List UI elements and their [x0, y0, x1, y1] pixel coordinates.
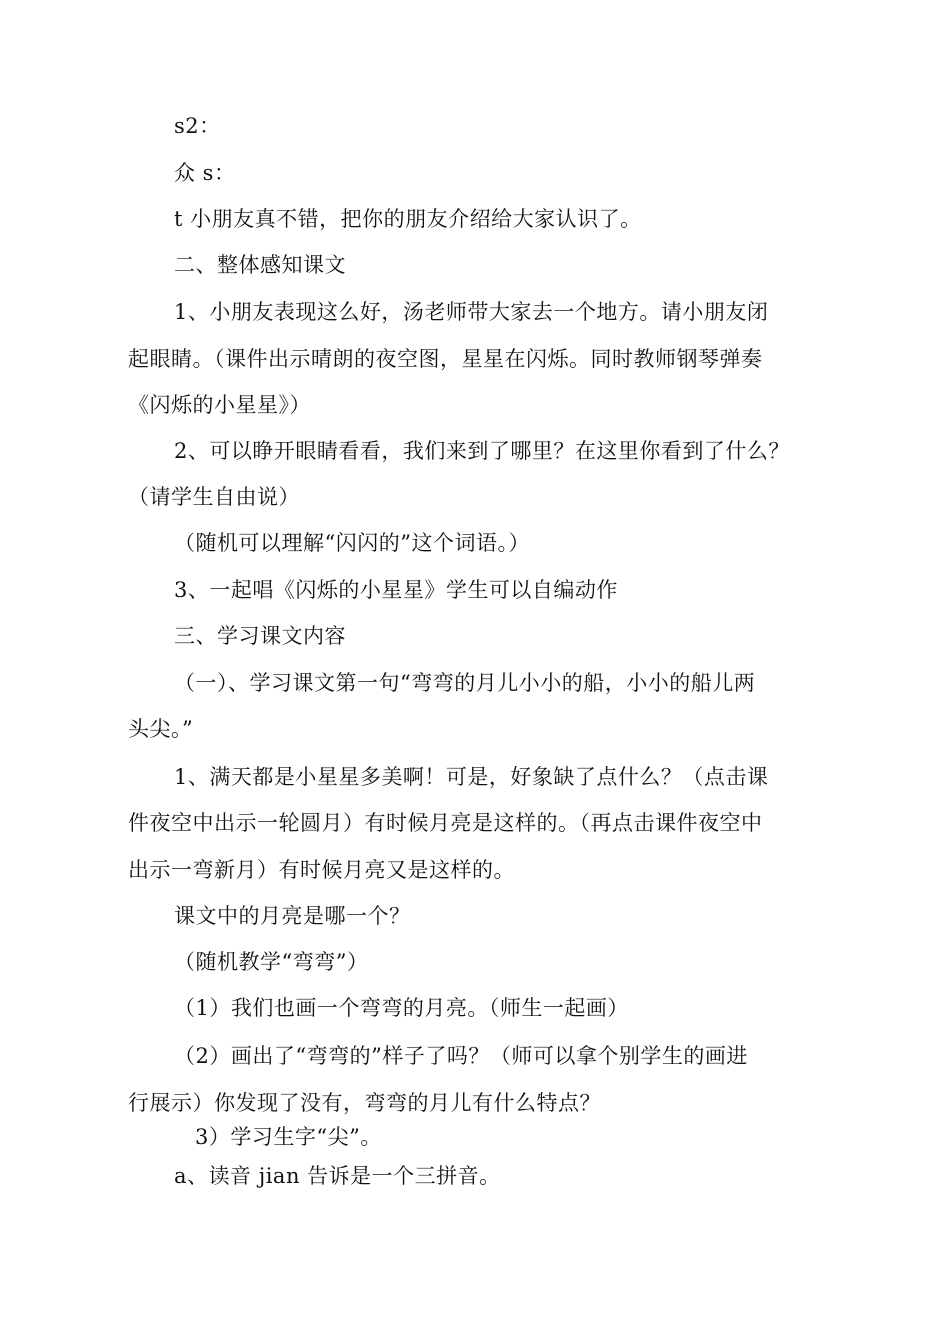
section-heading: 三、学习课文内容 — [174, 624, 346, 648]
text-line: 3、一起唱《闪烁的小星星》学生可以自编动作 — [174, 578, 618, 602]
text-line: （随机教学“弯弯”） — [174, 950, 369, 974]
text-line: 1、满天都是小星星多美啊！可是，好象缺了点什么？（点击课 — [174, 765, 769, 789]
text-line: 2、可以睁开眼睛看看，我们来到了哪里？在这里你看到了什么？ — [174, 439, 790, 463]
text-line: 头尖。” — [128, 717, 194, 741]
section-heading: 二、整体感知课文 — [174, 253, 346, 277]
text-line: 起眼睛。（课件出示晴朗的夜空图，星星在闪烁。同时教师钢琴弹奏 — [128, 347, 763, 371]
text-line: t 小朋友真不错，把你的朋友介绍给大家认识了。 — [174, 207, 642, 231]
text-line: 出示一弯新月）有时候月亮又是这样的。 — [128, 858, 515, 882]
text-line: 众 s： — [174, 161, 236, 185]
text-line: （一）、学习课文第一句“弯弯的月儿小小的船，小小的船儿两 — [174, 671, 756, 695]
text-line: （2）画出了“弯弯的”样子了吗？（师可以拿个别学生的画进 — [174, 1044, 748, 1068]
text-line: 1、小朋友表现这么好，汤老师带大家去一个地方。请小朋友闭 — [174, 300, 769, 324]
text-line: （随机可以理解“闪闪的”这个词语。） — [174, 531, 530, 555]
text-line: 件夜空中出示一轮圆月）有时候月亮是这样的。（再点击课件夜空中 — [128, 811, 763, 835]
text-line: 课文中的月亮是哪一个？ — [174, 904, 411, 928]
text-line: 《闪烁的小星星》） — [128, 393, 311, 417]
text-line: （请学生自由说） — [128, 485, 300, 509]
text-line: a、读音 jian 告诉是一个三拼音。 — [174, 1164, 501, 1188]
text-line: 3）学习生字“尖”。 — [195, 1125, 382, 1149]
text-line: （1）我们也画一个弯弯的月亮。（师生一起画） — [174, 996, 629, 1020]
text-line: 行展示）你发现了没有，弯弯的月儿有什么特点？ — [128, 1091, 601, 1115]
text-line: s2： — [174, 114, 221, 138]
